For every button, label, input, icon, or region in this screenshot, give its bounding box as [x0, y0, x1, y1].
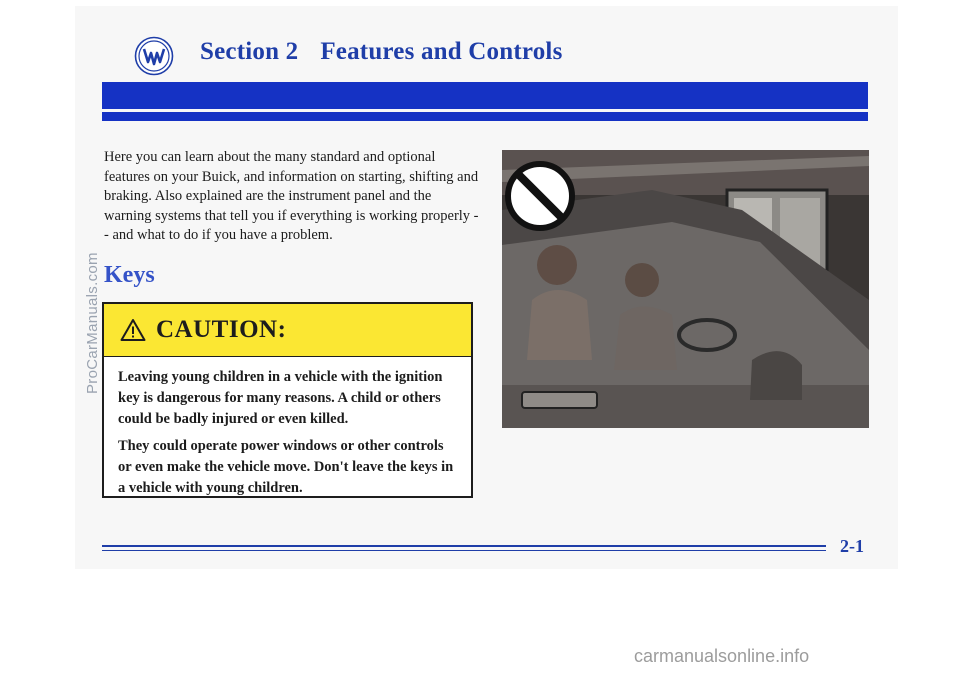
caution-body: [104, 357, 471, 499]
warning-triangle-icon: [120, 318, 146, 342]
buick-emblem-icon: [134, 36, 174, 76]
caution-label: CAUTION:: [156, 316, 287, 343]
watermark-carmanualsonline: carmanualsonline.info: [634, 646, 810, 666]
section-title: [200, 38, 563, 66]
caution-paragraph: They could operate power windows or other controls or even make the vehicle move. Don't leave the keys in a vehicle with young children.: [118, 438, 454, 496]
watermark-procarmanuals: ProCarManuals.com: [84, 252, 101, 394]
caution-header: [104, 304, 471, 357]
header-band-thin: [102, 112, 868, 121]
caution-box: [102, 302, 473, 498]
footer-rule-thin: [102, 550, 826, 551]
intro-paragraph: Here you can learn about the many standard and optional features on your Buick, and information on starting, shifting and braking. Also explained are the instrument panel and the warning systems that tell you if everything is working properly -- and what to do if you have a problem.: [104, 149, 479, 243]
children-in-car-illustration: [502, 150, 869, 428]
section-label: Section 2: [200, 38, 299, 65]
page-number: 2-1: [840, 536, 864, 556]
section-name: Features and Controls: [320, 38, 563, 65]
keys-heading: Keys: [104, 262, 155, 288]
header-band: [102, 82, 868, 109]
caution-paragraph: Leaving young children in a vehicle with the ignition key is dangerous for many reasons. A child or others could be badly injured or even killed.: [118, 369, 443, 427]
footer-rule: [102, 545, 826, 547]
